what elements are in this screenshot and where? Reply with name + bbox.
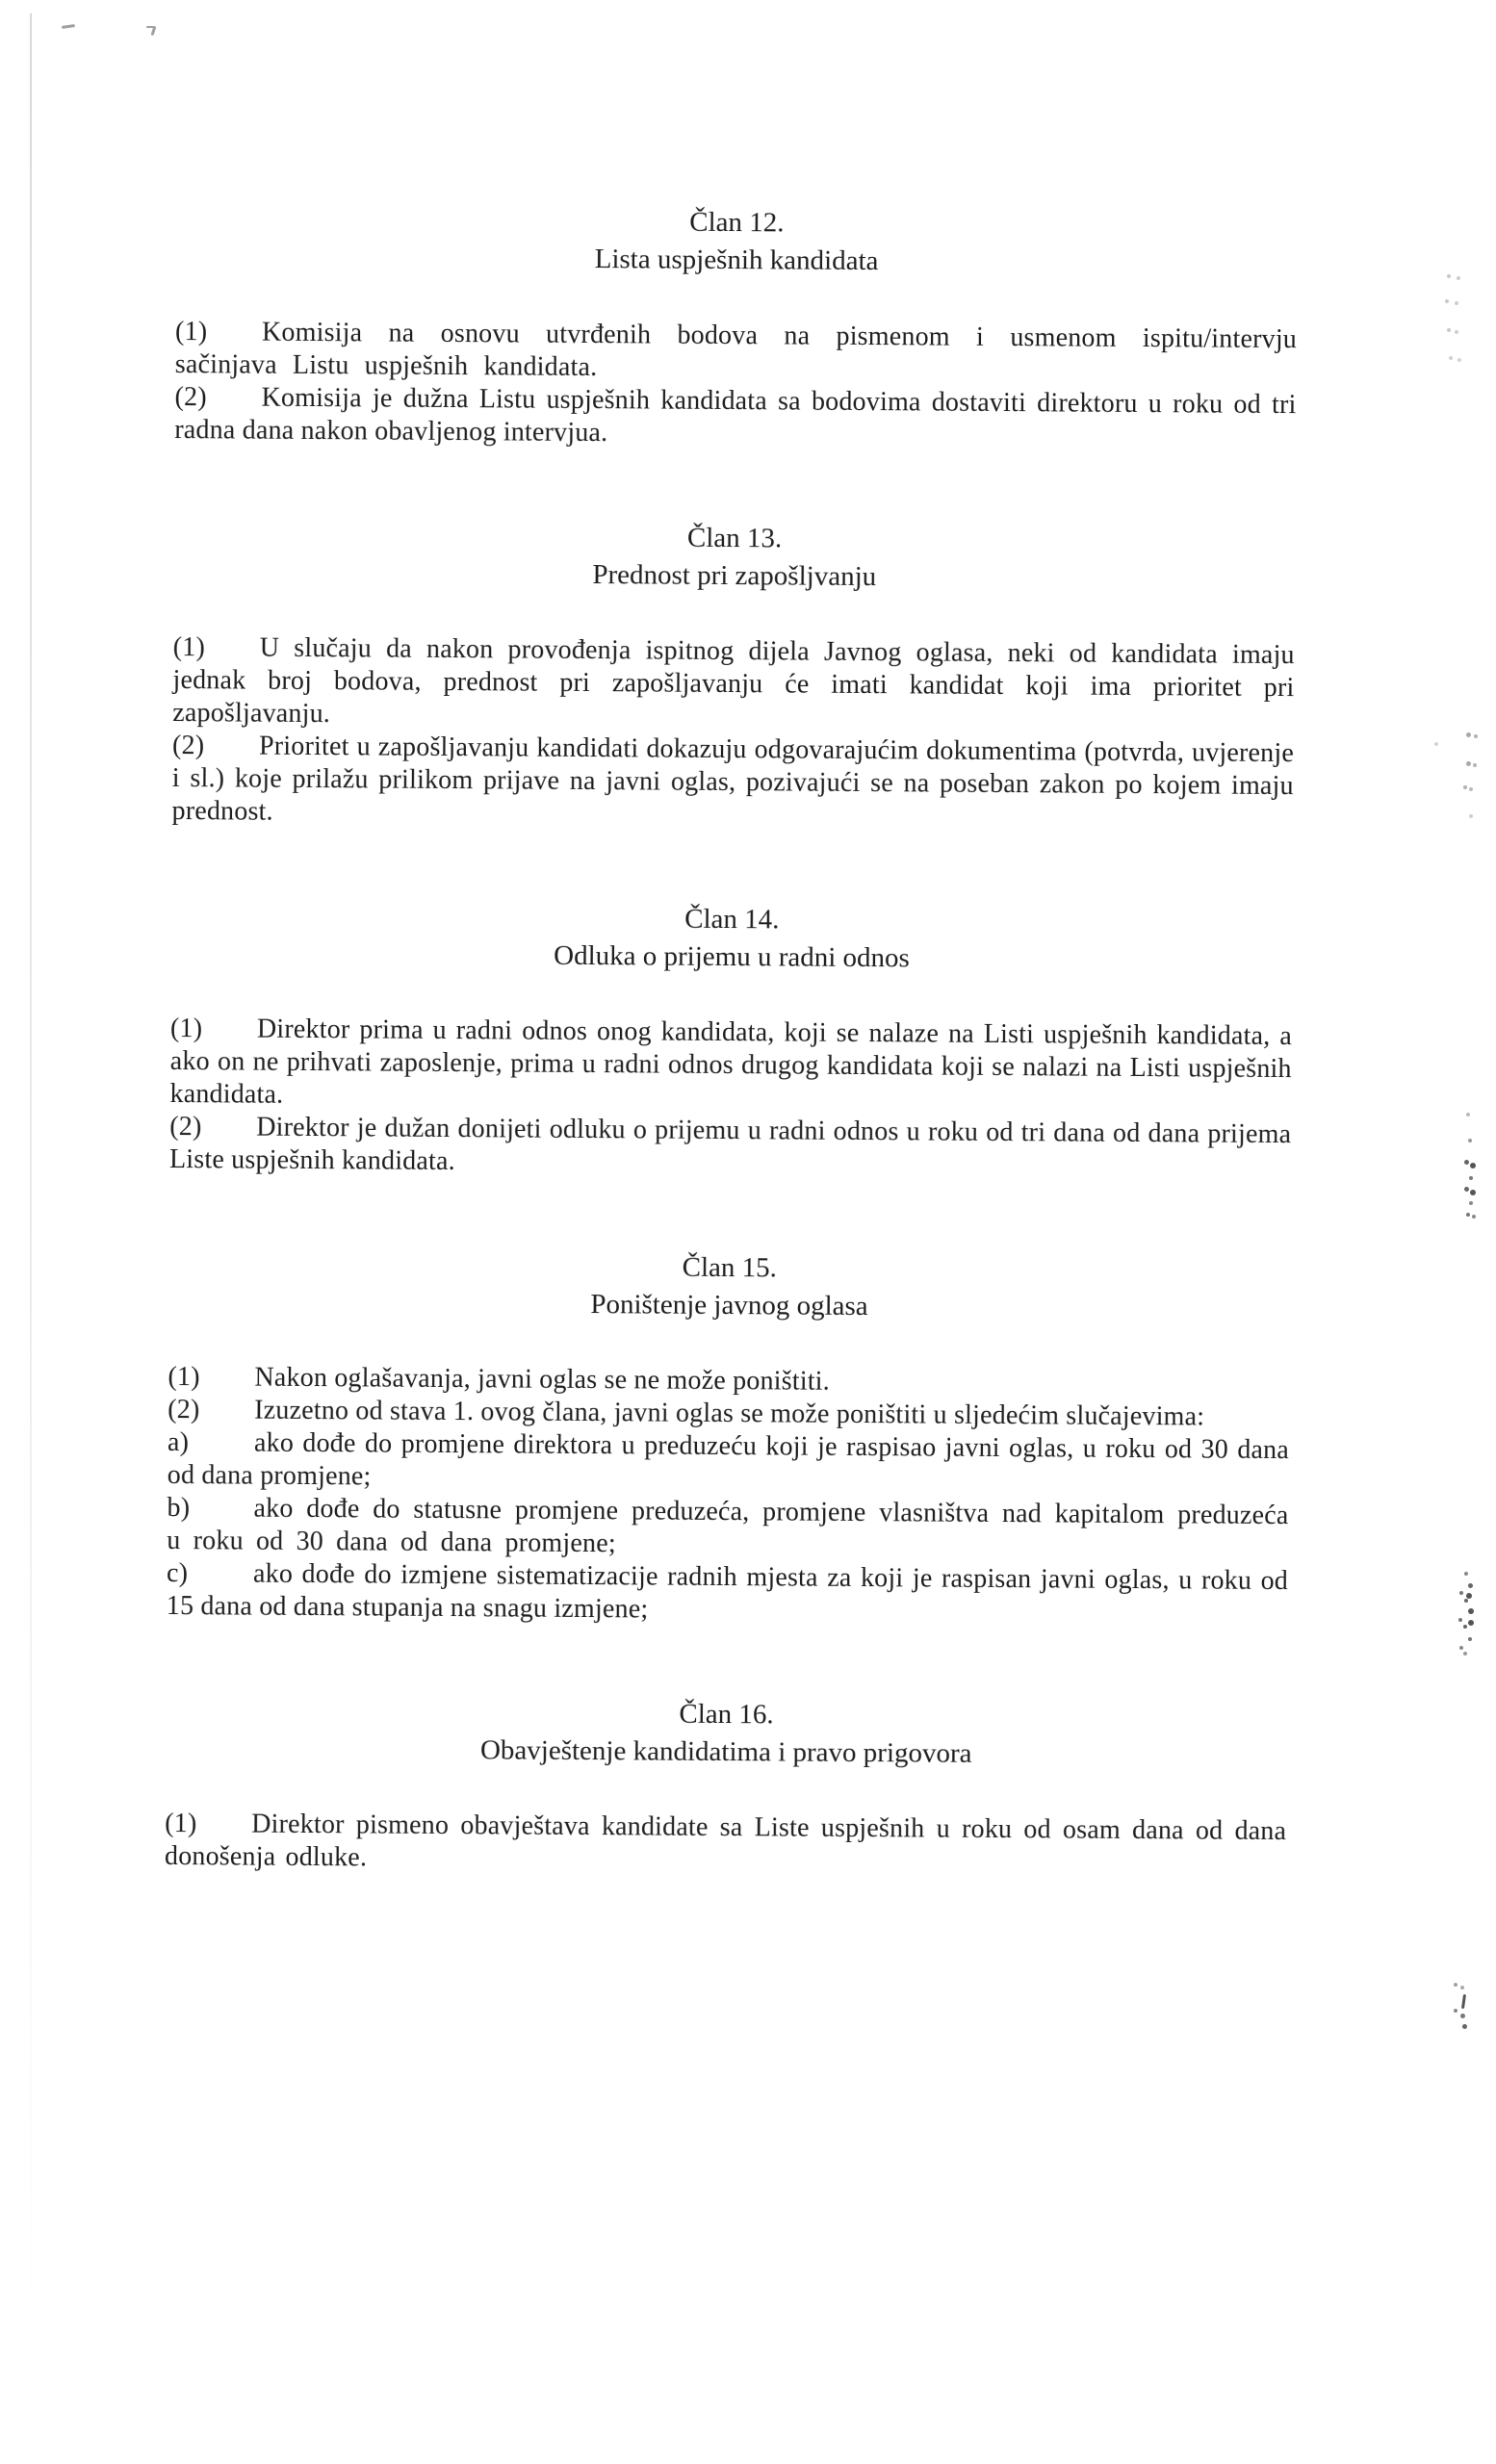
- scan-artifact: [1449, 356, 1453, 360]
- article-heading: [168, 1245, 1291, 1328]
- paragraph-text: Direktor pismeno obavještava kandidate sa Liste uspješnih u roku od osam dana od dana donošenja odluke.: [164, 1809, 1287, 1873]
- scan-artifact: [1445, 299, 1449, 303]
- scan-artifact: [1469, 1176, 1473, 1180]
- article-number: Član 12.: [689, 206, 785, 239]
- scan-artifact: [1466, 761, 1471, 766]
- paragraph-marker: (1): [172, 631, 206, 663]
- paragraph: [172, 631, 1295, 737]
- scan-artifact: [1470, 1190, 1476, 1195]
- paragraph-marker: (1): [168, 1361, 200, 1393]
- scan-artifact: [1447, 328, 1451, 332]
- article-14: [169, 897, 1293, 1184]
- paragraph: [169, 1013, 1292, 1118]
- scan-artifact: [1457, 358, 1461, 362]
- scan-artifact: [1455, 301, 1458, 305]
- paragraph-text: ako dođe do promjene direktora u preduzeću koji je raspisao javni oglas, u roku od 30 dana od dana promjene;: [167, 1427, 1290, 1492]
- paragraph: [167, 1557, 1288, 1630]
- scan-artifact: [1463, 1652, 1467, 1656]
- paragraph-marker: (2): [169, 1111, 202, 1142]
- paragraph: [171, 730, 1294, 835]
- paragraph-text: U slučaju da nakon provođenja ispitnog dijela Javnog oglasa, neki od kandidata imaju jednak broj bodova, prednost pri zapošljavanju će imati kandidat koji ima prioritet pri zapošljavanju.: [172, 632, 1295, 730]
- scan-artifact: [1473, 763, 1477, 767]
- article-title: Poništenje javnog oglasa: [590, 1289, 868, 1322]
- page-edge-line: [30, 13, 32, 2314]
- paragraph-marker: (1): [174, 316, 208, 347]
- scan-artifact: [1464, 1187, 1469, 1192]
- paragraph-marker: (2): [168, 1394, 200, 1425]
- scan-artifact: [1468, 1620, 1474, 1626]
- article-paragraphs: [167, 1361, 1290, 1630]
- paragraph-marker: c): [166, 1557, 189, 1589]
- scan-artifact: [1472, 1215, 1476, 1219]
- scan-artifact: [1461, 1994, 1466, 2009]
- article-heading: [173, 516, 1296, 599]
- scan-artifact: [1474, 734, 1478, 738]
- scan-artifact: [1460, 1986, 1464, 1989]
- article-heading: [170, 897, 1293, 980]
- article-number: Član 15.: [682, 1251, 778, 1284]
- scan-artifact: [1468, 1637, 1472, 1641]
- paragraph-text: Prioritet u zapošljavanju kandidati dokazuju odgovarajućim dokumentima (potvrda, uvjerenje i sl.) koje prilažu prilikom prijave na javni oglas, pozivajući se na poseban zakon po kojem imaju prednost.: [171, 731, 1295, 827]
- paragraph-marker: (1): [165, 1808, 197, 1839]
- scan-artifact: [1468, 1608, 1474, 1614]
- scan-artifact: [1469, 787, 1473, 791]
- scan-artifact: [1459, 1591, 1463, 1595]
- scan-artifact: [1463, 1625, 1467, 1629]
- scan-artifact: [1454, 2009, 1457, 2013]
- paragraph-marker: (2): [171, 730, 205, 761]
- paragraph-text: Izuzetno od stava 1. ovog člana, javni oglas se može poništiti u sljedećim slučajevima:: [254, 1395, 1205, 1432]
- scan-artifact: [1469, 1201, 1473, 1205]
- paragraph-marker: b): [167, 1492, 191, 1524]
- document-body: [165, 200, 1298, 1881]
- scan-artifact: [62, 24, 75, 29]
- paragraph: [168, 1426, 1289, 1500]
- scan-artifact: [1434, 742, 1438, 746]
- scan-artifact: [1470, 1163, 1476, 1168]
- paragraph-marker: a): [167, 1426, 190, 1458]
- article-16: [165, 1692, 1287, 1881]
- article-title: Obavještenje kandidatima i pravo prigovora: [479, 1734, 972, 1769]
- scan-artifact: [1464, 1572, 1468, 1576]
- scan-artifact: [1463, 785, 1467, 789]
- scan-artifact: [1468, 1583, 1473, 1588]
- article-13: [171, 516, 1295, 835]
- paragraph-text: ako dođe do statusne promjene preduzeća, promjene vlasništva nad kapitalom preduzeća u roku od 30 dana od dana promjene;: [167, 1493, 1289, 1559]
- scan-artifact: [1466, 1113, 1470, 1116]
- scan-artifact: [1457, 276, 1460, 280]
- paragraph: [165, 1808, 1286, 1881]
- paragraph-marker: (2): [174, 381, 207, 413]
- scan-artifact: [1458, 1618, 1462, 1622]
- article-title: Odluka o prijemu u radni odnos: [554, 939, 910, 974]
- article-title: Prednost pri zapošljvanju: [592, 559, 877, 593]
- paragraph-text: Komisija na osnovu utvrđenih bodova na pismenom i usmenom ispitu/intervju sačinjava Listu uspješnih kandidata.: [174, 317, 1298, 383]
- paragraph-text: Direktor prima u radni odnos onog kandidata, koji se nalaze na Listi uspješnih kandidata, a ako on ne prihvati zaposlenje, prima u radni odnos drugog kandidata koji se nalazi na Listi uspješnih kandidata.: [169, 1014, 1293, 1110]
- scan-artifact: [1466, 1593, 1472, 1599]
- paragraph-marker: (1): [169, 1013, 203, 1044]
- scan-artifact: [1466, 1213, 1470, 1217]
- scan-artifact: [1469, 814, 1473, 818]
- paragraph: [175, 316, 1297, 389]
- paragraph-text: Komisija je dužna Listu uspješnih kandidata sa bodovima dostaviti direktoru u roku od tri radna dana nakon obavljenog intervjua.: [174, 382, 1297, 449]
- article-paragraphs: [165, 1808, 1286, 1881]
- scan-artifact: [1468, 1139, 1472, 1142]
- article-15: [167, 1245, 1291, 1630]
- scan-artifact: [1459, 1646, 1463, 1650]
- paragraph-text: Direktor je dužan donijeti odluku o prijemu u radni odnos u roku od tri dana od dana prijema Liste uspješnih kandidata.: [168, 1112, 1292, 1177]
- article-number: Član 16.: [679, 1698, 774, 1731]
- scan-artifact: [1454, 1983, 1457, 1987]
- article-paragraphs: [169, 1013, 1292, 1184]
- article-number: Član 13.: [686, 522, 783, 554]
- scan-artifact: [1464, 1160, 1469, 1165]
- article-heading: [166, 1692, 1288, 1775]
- scan-artifact: [1464, 1599, 1468, 1603]
- scan-artifact: [1466, 732, 1471, 737]
- scan-artifact: [1462, 2024, 1467, 2029]
- article-12: [174, 200, 1298, 454]
- paragraph-text: Nakon oglašavanja, javni oglas se ne može poništiti.: [254, 1362, 831, 1397]
- scan-artifact: [1455, 330, 1458, 334]
- article-title: Lista uspješnih kandidata: [594, 244, 879, 277]
- article-heading: [175, 200, 1298, 283]
- scan-artifact: [1460, 2014, 1465, 2018]
- paragraph-text: ako dođe do izmjene sistematizacije radnih mjesta za koji je raspisan javni oglas, u roku od 15 dana od dana stupanja na snagu izmjene;: [166, 1558, 1289, 1625]
- paragraph: [167, 1492, 1288, 1565]
- paragraph: [169, 1111, 1291, 1184]
- article-paragraphs: [174, 316, 1297, 454]
- scan-artifact: [1447, 274, 1451, 278]
- article-paragraphs: [171, 631, 1294, 835]
- paragraph: [174, 381, 1296, 454]
- article-number: Član 14.: [684, 903, 780, 936]
